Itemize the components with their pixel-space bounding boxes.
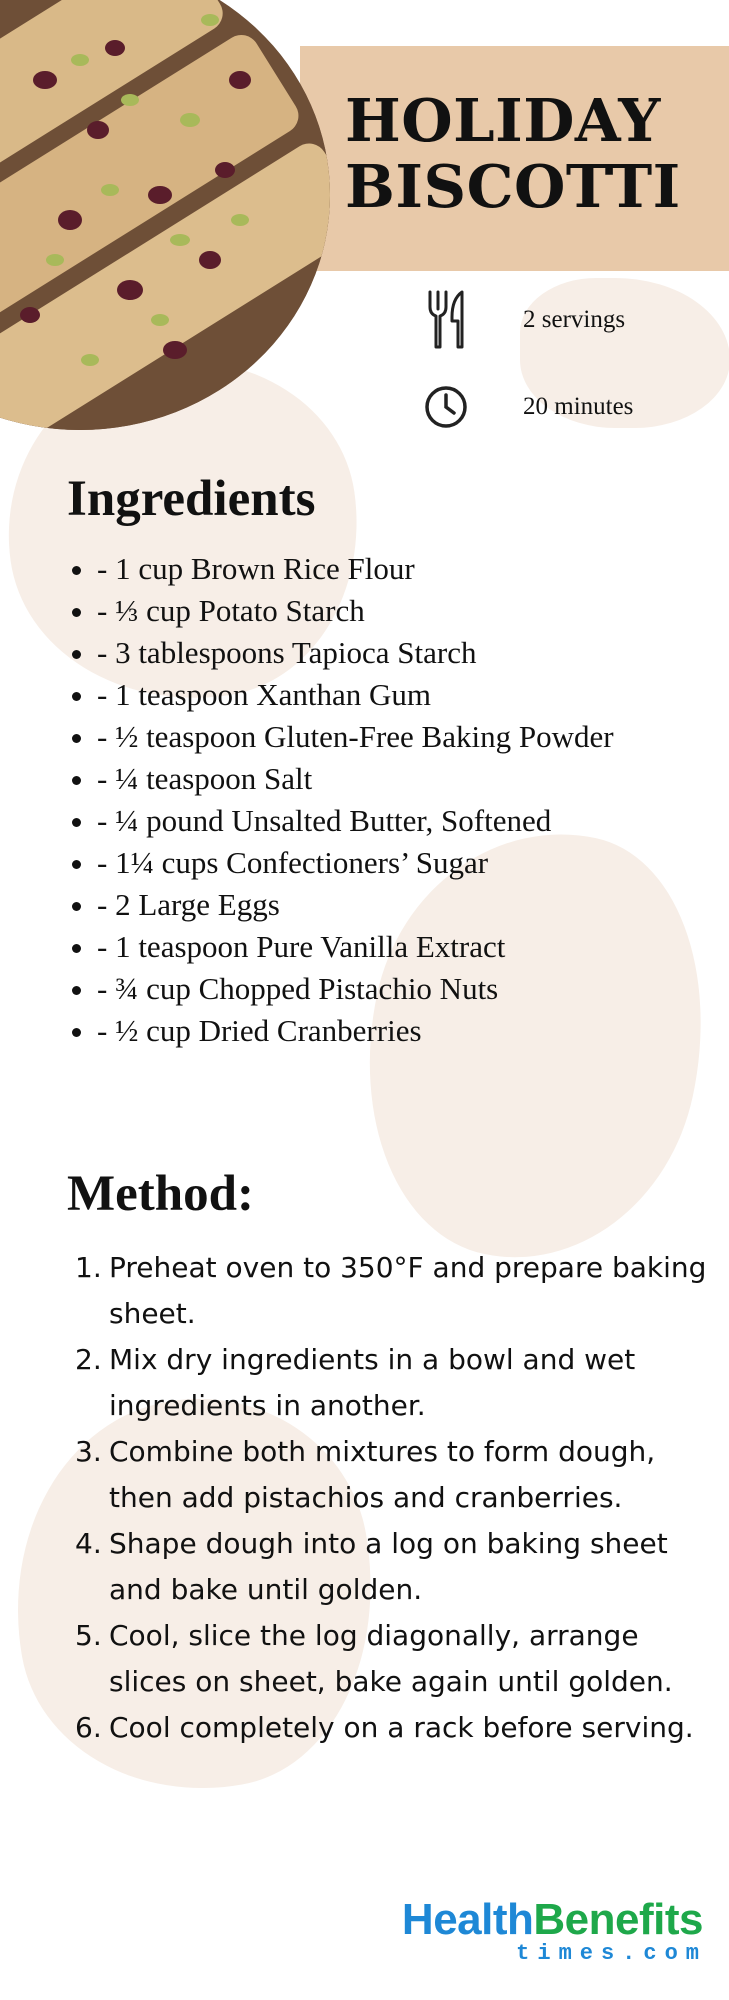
method-step: Preheat oven to 350°F and prepare baking sheet. — [109, 1251, 707, 1330]
ingredients-heading: Ingredients — [67, 471, 316, 527]
method-step: Cool completely on a rack before serving. — [109, 1711, 694, 1744]
ingredient-item: • - 3 tablespoons Tapioca Starch — [97, 632, 657, 674]
ingredient-item: • - ½ cup Dried Cranberries — [97, 1010, 657, 1052]
servings-text: 2 servings — [523, 306, 626, 333]
ingredient-item: • - 1 teaspoon Xanthan Gum — [97, 674, 657, 716]
ingredient-item: • - ¼ teaspoon Salt — [97, 758, 657, 800]
time-text: 20 minutes — [523, 393, 634, 420]
ingredients-list — [60, 548, 657, 1052]
logo-subtext: times.com — [516, 1941, 707, 1966]
ingredient-item: • - ¼ pound Unsalted Butter, Softened — [97, 800, 657, 842]
ingredient-item: • - ½ teaspoon Gluten-Free Baking Powder — [97, 716, 657, 758]
method-step: Mix dry ingredients in a bowl and wet ingredients in another. — [109, 1343, 636, 1422]
title-line-1: HOLIDAY — [345, 86, 661, 155]
ingredient-item: • - ¾ cup Chopped Pistachio Nuts — [97, 968, 657, 1010]
fork-knife-icon — [415, 289, 477, 351]
clock-icon — [415, 376, 477, 438]
ingredient-item: • - 1 cup Brown Rice Flour — [97, 548, 657, 590]
method-step: Combine both mixtures to form dough, then add pistachios and cranberries. — [109, 1435, 656, 1514]
logo-part-benefits: Benefits — [533, 1895, 703, 1944]
logo-part-health: Health — [401, 1895, 534, 1944]
title-line-2: BISCOTTI — [345, 152, 681, 222]
page-title — [345, 88, 715, 220]
servings-row — [415, 289, 625, 351]
time-row — [415, 376, 633, 438]
logo-wordmark — [401, 1895, 703, 1944]
method-heading: Method: — [67, 1166, 254, 1222]
method-step: Shape dough into a log on baking sheet and bake until golden. — [109, 1527, 668, 1606]
ingredient-item: • - ⅓ cup Potato Starch — [97, 590, 657, 632]
method-step: Cool, slice the log diagonally, arrange slices on sheet, bake again until golden. — [109, 1619, 673, 1698]
ingredient-item: • - 1¼ cups Confectioners’ Sugar — [97, 842, 657, 884]
health-benefits-times-logo — [401, 1895, 707, 1966]
ingredient-item: • - 2 Large Eggs — [97, 884, 657, 926]
biscotti-photo — [0, 0, 330, 430]
ingredient-item: • - 1 teaspoon Pure Vanilla Extract — [97, 926, 657, 968]
method-list — [75, 1245, 709, 1751]
